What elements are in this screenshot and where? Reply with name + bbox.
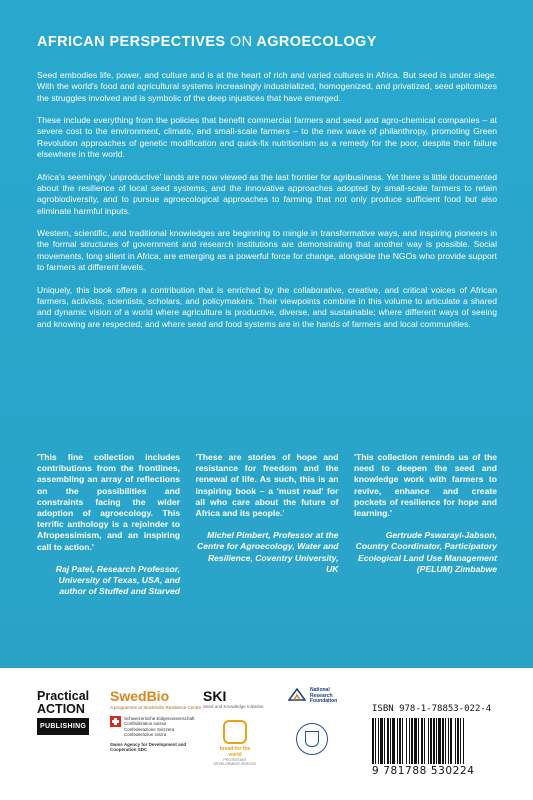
nrf-mark-icon <box>288 688 306 702</box>
quote-attribution: Michel Pimbert, Professor at the Centre for Agroecology, Water and Resilience, Coventry University, UK <box>197 530 339 574</box>
university-crest-icon <box>296 723 328 755</box>
practical-action-logo: Practical ACTION PUBLISHING <box>37 690 97 735</box>
description-paragraph: Western, scientific, and traditional knowledges are beginning to mingle in transformative ways, and inspiring pioneers in the formal structures of government and research institutions are demonstrating that another way is possible. Social movements, long silent in Africa, are emerging as a powerful force for change, alongside the NGOs who provide support to farmers at different levels. <box>37 228 497 273</box>
barcode-icon <box>372 718 497 764</box>
book-description <box>37 70 497 341</box>
quote-text: 'This fine collection includes contributions from the frontlines, assembling an array of reflections on the possibilities and constraints facing the wider adoption of agroecology. This terrific anthology is a rejoinder to Afropessimism, and an inspiring call to action.' <box>37 452 180 552</box>
isbn-label: ISBN 978-1-78853-022-4 <box>372 704 492 714</box>
ski-logo: SKI Seed and Knowledge Initiative <box>203 688 264 709</box>
description-paragraph: Seed embodies life, power, and culture and is at the heart of rich and varied cultures in Africa. But seed is under siege. With the world's food and agricultural systems increasingly industrialized, homogenized, and privatized, seed epitomizes the struggles involved and is symbolic of the deep injustices that have emerged. <box>37 70 497 103</box>
bread-for-the-world-logo: bread for the world PROTESTANT DEVELOPMENT SERVICE <box>213 720 257 766</box>
endorsements <box>37 452 497 597</box>
endorsement-quote <box>354 452 497 597</box>
title-part-1: AFRICAN PERSPECTIVES <box>37 34 226 50</box>
quote-attribution: Gertrude Pswarayi-Jabson, Country Coordinator, Participatory Ecological Land Use Management (PELUM) Zimbabwe <box>355 530 497 574</box>
bftw-mark-icon <box>223 720 247 744</box>
description-paragraph: Uniquely, this book offers a contribution that is enriched by the collaborative, creative, and critical voices of African farmers, activists, scientists, scholars, and policymakers. Their viewpoints combine in this volume to articulate a shared and dynamic vision of a world where agriculture is productive, diverse, and sustainable; where different ways of seeing and knowing are respected; and where seed and food systems are in the hands of farmers and local communities. <box>37 284 497 329</box>
title-part-2: ON <box>229 34 253 50</box>
title-part-3: AGROECOLOGY <box>256 34 377 50</box>
swiss-sdc-logo: Schweizerische Eidgenossenschaft Confédération suisse Confederazione Svizzera Confederaziun svizra Swiss Agency for Development and Cooperation SDC <box>110 716 195 753</box>
cover-title <box>37 34 377 50</box>
quote-text: 'This collection reminds us of the need to deepen the seed and knowledge work with farmers to revive, enhance and create pockets of resilience for hope and learning.' <box>354 452 497 519</box>
quote-text: 'These are stories of hope and resistance for freedom and the renewal of life. As such, this is an inspiring book – a 'must read' for all who care about the future of Africa and its people.' <box>195 452 339 519</box>
description-paragraph: These include everything from the policies that benefit commercial farmers and seed and agro-chemical companies – at severe cost to the environment, climate, and small-scale farmers – to the new wave of philanthropy, promoting Green Revolution approaches of genetic modification and quick-fix nutritionism as a remedy for the poor, despite their failure elsewhere in the world. <box>37 115 497 160</box>
endorsement-quote <box>196 452 339 597</box>
swiss-flag-icon <box>110 716 121 727</box>
endorsement-quote <box>37 452 180 597</box>
barcode-number: 9 781788 530224 <box>372 765 475 777</box>
description-paragraph: Africa's seemingly 'unproductive' lands are now viewed as the last frontier for agribusiness. Yet there is little documented about the resilience of local seed systems, and the innovative approaches adopted by small-scale farmers to retain agrobiodiversity, and to pursue agroecological approaches to farming that not only produce sufficient food but also eliminate harmful inputs. <box>37 171 497 216</box>
quote-attribution: Raj Patel, Research Professor, University of Texas, USA, and author of Stuffed and Starved <box>55 563 180 597</box>
publisher-footer: Practical ACTION PUBLISHING SwedBio A programme at Stockholm Resilience Centre Schweizerische Eidgenossenschaft Confédération suisse Confederazione Svizzera Confederaziun svizra Swiss Agency for Development and Cooperation SDC SKI Seed and Knowledge Initiative bread for the world PROTESTANT DEVELOPMENT SERVICE National Research Foundation ISBN 978-1-78853-022-4 9 781788 530224 <box>0 668 533 800</box>
swedbio-logo: SwedBio A programme at Stockholm Resilience Centre <box>110 688 202 710</box>
